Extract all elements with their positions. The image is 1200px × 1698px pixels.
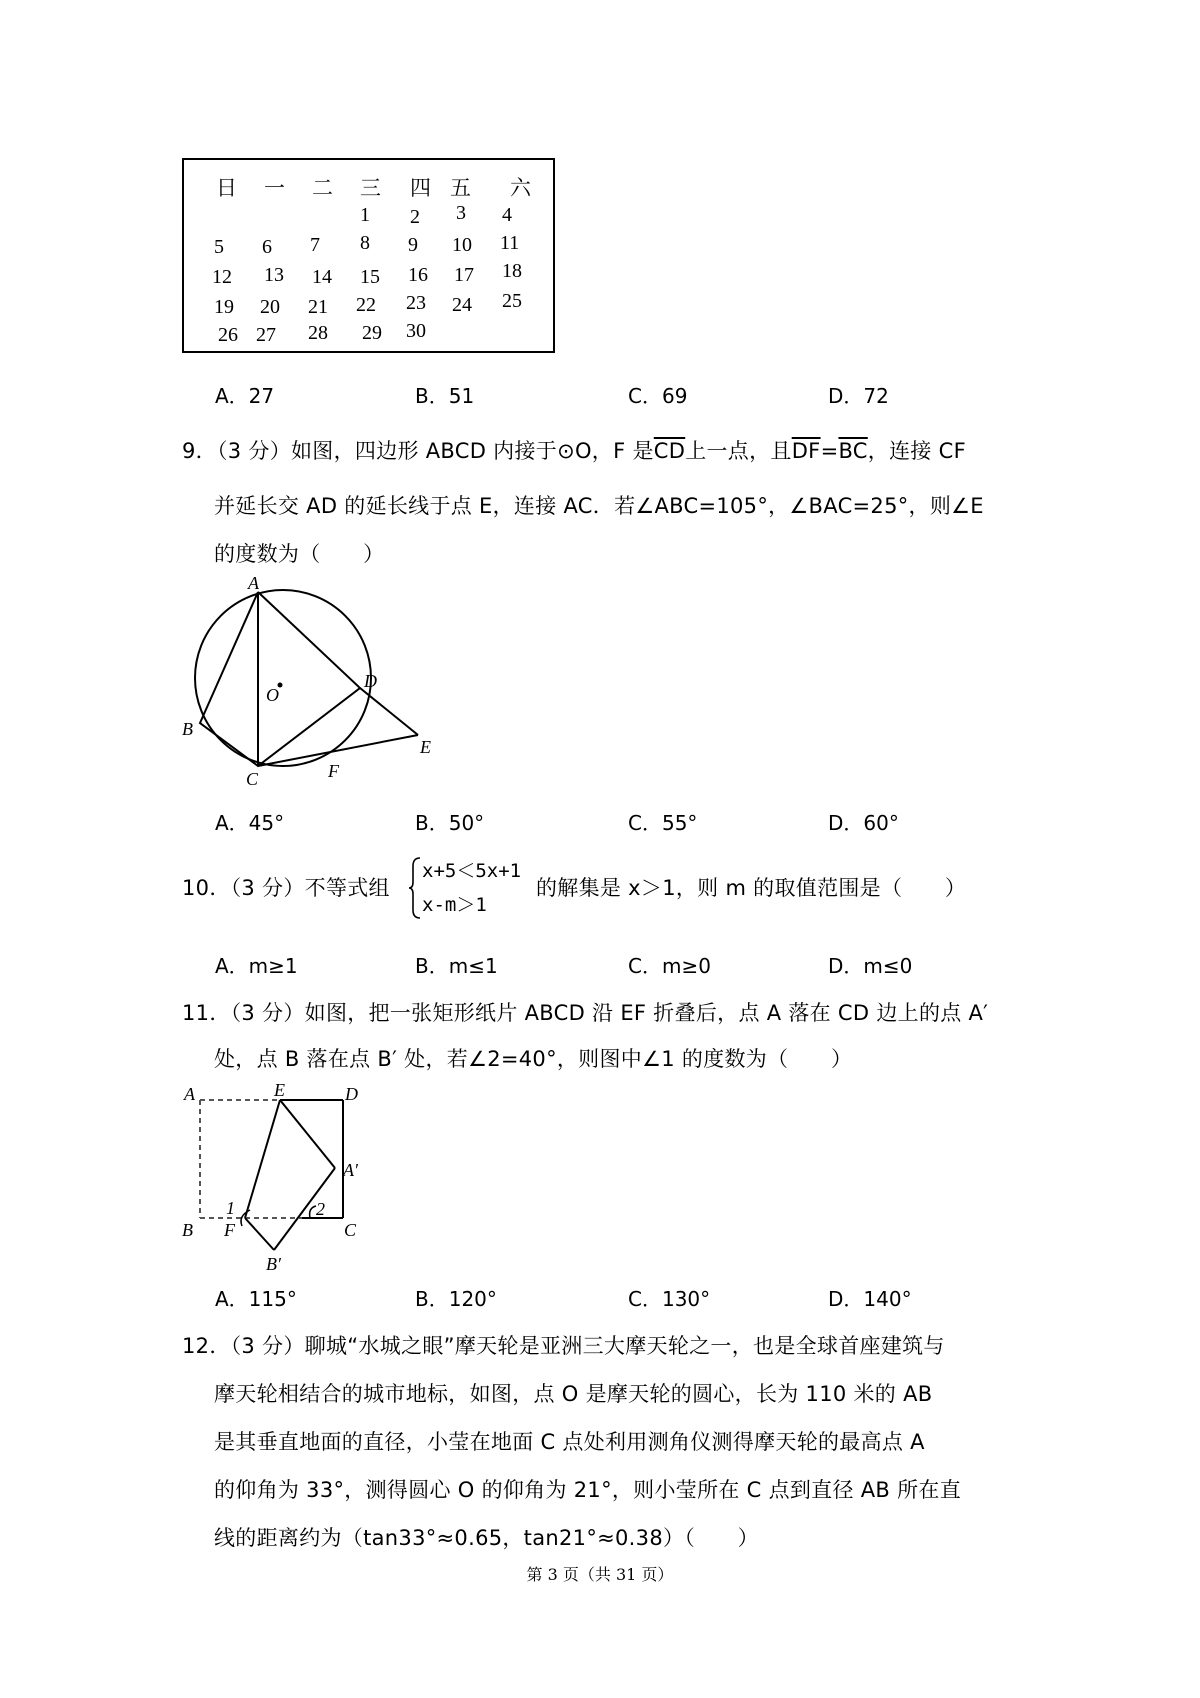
- q12-line-3: 是其垂直地面的直径，小莹在地面 C 点处利用测角仪测得摩天轮的最高点 A: [214, 1430, 925, 1454]
- q10-option-d[interactable]: D．m≤0: [828, 954, 913, 978]
- arc-bc: $\overline{BC}$: [838, 439, 868, 463]
- q9-text: ，连接 CF: [867, 439, 966, 463]
- q10-option-b[interactable]: B．m≤1: [415, 954, 498, 978]
- q11-line-2: 处，点 B 落在点 B′ 处，若∠2=40°，则图中∠1 的度数为（ ）: [214, 1047, 853, 1071]
- calendar-day: 27: [256, 324, 276, 346]
- calendar-day: 10: [452, 234, 472, 256]
- quadrilateral-abcd: [200, 592, 360, 766]
- label-o: O: [266, 685, 279, 705]
- label-c: C: [246, 769, 259, 789]
- calendar-day: 9: [408, 234, 418, 256]
- calendar-header: 三: [360, 176, 381, 200]
- label-a: A: [248, 575, 259, 593]
- q11-option-c[interactable]: C．130°: [628, 1287, 711, 1311]
- inequality-2: x-m＞1: [422, 894, 487, 916]
- edge-ea2: [280, 1100, 335, 1168]
- q9-line-1: [182, 435, 966, 465]
- q8-option-c[interactable]: C．69: [628, 384, 688, 408]
- label-c: C: [344, 1220, 357, 1240]
- q9-line-2: 并延长交 AD 的延长线于点 E，连接 AC．若∠ABC=105°，∠BAC=25°，则∠E: [214, 494, 984, 518]
- calendar-day: 11: [500, 232, 520, 254]
- calendar-day: 6: [262, 236, 272, 258]
- q12-line-2: 摩天轮相结合的城市地标，如图，点 O 是摩天轮的圆心，长为 110 米的 AB: [214, 1382, 933, 1406]
- calendar-day: 13: [264, 264, 284, 286]
- label-e: E: [420, 737, 431, 757]
- q10-option-a[interactable]: A．m≥1: [215, 954, 298, 978]
- calendar-day: 20: [260, 296, 280, 318]
- calendar-day: 15: [360, 266, 380, 288]
- q11-line-1: 11．（3 分）如图，把一张矩形纸片 ABCD 沿 EF 折叠后，点 A 落在 CD 边上的点 A′: [182, 1001, 989, 1025]
- q11-fold-figure: [180, 1078, 370, 1273]
- calendar-day: 29: [362, 322, 382, 344]
- q11-option-d[interactable]: D．140°: [828, 1287, 912, 1311]
- label-e: E: [274, 1080, 285, 1100]
- q8-option-a[interactable]: A．27: [215, 384, 275, 408]
- label-f: F: [328, 761, 339, 781]
- edge-b2f: [245, 1218, 274, 1250]
- q10-prefix: 10．（3 分）不等式组: [182, 876, 390, 900]
- calendar-day: 26: [218, 324, 238, 346]
- calendar-day: 30: [406, 320, 426, 342]
- calendar-day: 16: [408, 264, 428, 286]
- label-2: 2: [316, 1199, 325, 1219]
- q9-circle-figure: [180, 575, 440, 790]
- calendar-day: 3: [456, 202, 466, 224]
- calendar-day: 14: [312, 266, 332, 288]
- segment-de: [360, 688, 418, 735]
- arc-df: $\overline{DF}$: [791, 439, 821, 463]
- calendar-day: 1: [360, 204, 370, 226]
- inequality-1: x+5＜5x+1: [422, 860, 522, 882]
- label-a: A: [184, 1084, 195, 1104]
- q8-option-d[interactable]: D．72: [828, 384, 889, 408]
- calendar-header: 六: [510, 176, 531, 200]
- calendar-day: 4: [502, 204, 512, 226]
- q10-option-c[interactable]: C．m≥0: [628, 954, 711, 978]
- brace-icon: [408, 856, 422, 920]
- calendar-day: 17: [454, 264, 474, 286]
- calendar-day: 5: [214, 236, 224, 258]
- calendar-day: 19: [214, 296, 234, 318]
- calendar-day: 23: [406, 292, 426, 314]
- label-b: B: [182, 1220, 193, 1240]
- calendar-day: 25: [502, 290, 522, 312]
- q9-option-c[interactable]: C．55°: [628, 811, 698, 835]
- calendar-day: 7: [310, 234, 320, 256]
- q11-option-b[interactable]: B．120°: [415, 1287, 497, 1311]
- q9-option-a[interactable]: A．45°: [215, 811, 285, 835]
- page-footer: 第 3 页（共 31 页）: [526, 1565, 674, 1584]
- calendar-header: 二: [312, 176, 333, 200]
- calendar-day: 18: [502, 260, 522, 282]
- label-1: 1: [226, 1198, 235, 1218]
- calendar-day: 21: [308, 296, 328, 318]
- q9-line-3: 的度数为（ ）: [214, 542, 385, 566]
- arc-cd: $\overline{CD}$: [653, 439, 686, 463]
- label-d: D: [364, 671, 377, 691]
- calendar-day: 12: [212, 266, 232, 288]
- q10-suffix: 的解集是 x＞1，则 m 的取值范围是（ ）: [536, 876, 967, 900]
- calendar-header: 五: [450, 176, 471, 200]
- label-d: D: [345, 1084, 358, 1104]
- edge-a2b2: [274, 1168, 335, 1250]
- q11-option-a[interactable]: A．115°: [215, 1287, 297, 1311]
- calendar-header: 日: [216, 176, 237, 200]
- q9-text: =: [820, 439, 839, 463]
- calendar-day: 2: [410, 206, 420, 228]
- q9-option-d[interactable]: D．60°: [828, 811, 899, 835]
- q8-option-b[interactable]: B．51: [415, 384, 475, 408]
- q12-line-4: 的仰角为 33°，测得圆心 O 的仰角为 21°，则小莹所在 C 点到直径 AB 所在直: [214, 1478, 962, 1502]
- label-b-prime: B′: [266, 1254, 281, 1273]
- calendar-header: 一: [264, 176, 285, 200]
- q12-line-5: 线的距离约为（tan33°≈0.65，tan21°≈0.38）（ ）: [214, 1526, 759, 1550]
- q9-option-b[interactable]: B．50°: [415, 811, 485, 835]
- label-a-prime: A′: [343, 1160, 358, 1180]
- q12-line-1: 12．（3 分）聊城“水城之眼”摩天轮是亚洲三大摩天轮之一，也是全球首座建筑与: [182, 1334, 945, 1358]
- q9-text: 9．（3 分）如图，四边形 ABCD 内接于⊙O，F 是: [182, 439, 654, 463]
- label-f: F: [224, 1220, 235, 1240]
- calendar-day: 24: [452, 294, 472, 316]
- label-b: B: [182, 719, 193, 739]
- fold-line-ef: [245, 1100, 280, 1218]
- calendar-table: [182, 158, 555, 353]
- calendar-header: 四: [410, 176, 431, 200]
- calendar-day: 28: [308, 322, 328, 344]
- q9-text: 上一点，且: [685, 439, 792, 463]
- calendar-day: 8: [360, 232, 370, 254]
- calendar-day: 22: [356, 294, 376, 316]
